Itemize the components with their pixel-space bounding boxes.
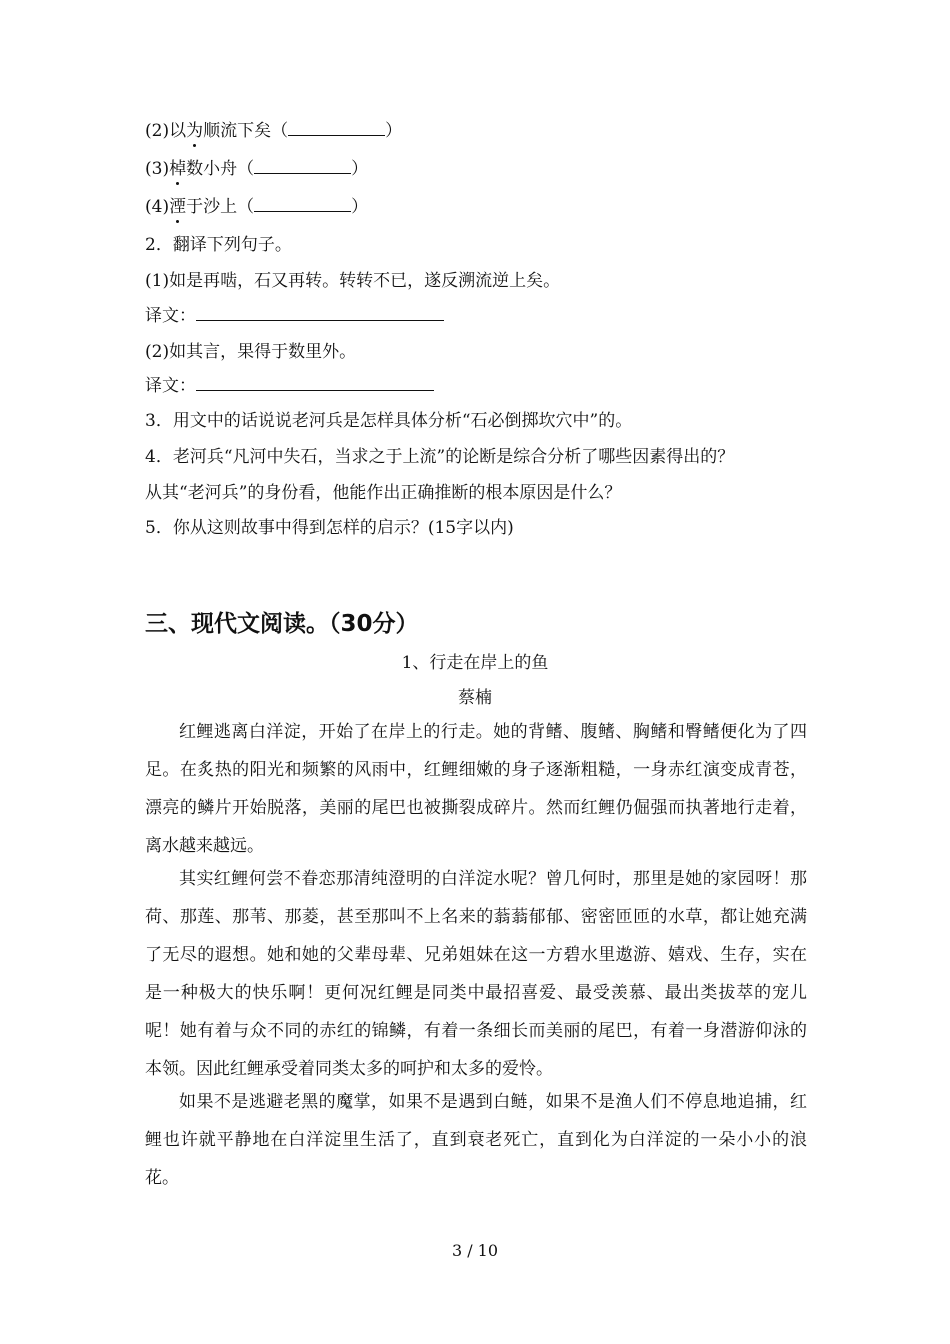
question-2-1: (1)如是再啮，石又再转。转转不已，遂反溯流逆上矣。 bbox=[145, 271, 561, 291]
article-paragraph-3: 如果不是逃避老黑的魔掌，如果不是遇到白鲢，如果不是渔人们不停息地追捕，红鲤也许就平静地在白洋淀里生活了，直到衰老死亡，直到化为白洋淀的一朵小小的浪花。 bbox=[145, 1092, 807, 1188]
translation-line-1 bbox=[145, 304, 444, 328]
question-1-2 bbox=[145, 119, 402, 143]
question-text: ） bbox=[385, 121, 403, 141]
article-paragraph-2: 其实红鲤何尝不眷恋那清纯澄明的白洋淀水呢？曾几何时，那里是她的家园呀！那荷、那莲、那苇、那菱，甚至那叫不上名来的蓊蓊郁郁、密密匝匝的水草，都让她充满了无尽的遐想。她和她的父辈母辈、兄弟姐妹在这一方碧水里遨游、嬉戏、生存，实在是一种极大的快乐啊！更何况红鲤是同类中最招喜爱、最受羡慕、最出类拔萃的宠儿呢！她有着与众不同的赤红的锦鳞，有着一条细长而美丽的尾巴，有着一身潜游仰泳的本领。因此红鲤承受着同类太多的呵护和太多的爱怜。 bbox=[145, 869, 807, 1079]
question-number: (4) bbox=[145, 197, 170, 217]
question-3: 3．用文中的话说说老河兵是怎样具体分析“石必倒掷坎穴中”的。 bbox=[145, 411, 633, 431]
dotted-character: 棹 bbox=[169, 159, 187, 179]
article-author: 蔡楠 bbox=[458, 688, 492, 708]
article-title: 1、行走在岸上的鱼 bbox=[401, 653, 549, 673]
dotted-character: 为 bbox=[186, 121, 204, 141]
translation-blank bbox=[196, 304, 444, 321]
page-number: 3 / 10 bbox=[451, 1241, 499, 1260]
question-text: 以 bbox=[169, 121, 187, 141]
translation-label: 译文： bbox=[145, 376, 196, 396]
question-2: 2．翻译下列句子。 bbox=[145, 235, 292, 255]
question-text: 顺流下矣（ bbox=[203, 121, 289, 141]
article-paragraph-1: 红鲤逃离白洋淀，开始了在岸上的行走。她的背鳍、腹鳍、胸鳍和臀鳍便化为了四足。在炙热的阳光和频繁的风雨中，红鲤细嫩的身子逐渐粗糙，一身赤红演变成青苍，漂亮的鳞片开始脱落，美丽的尾巴也被撕裂成碎片。然而红鲤仍倔强而执著地行走着，离水越来越远。 bbox=[145, 722, 807, 856]
question-number: (2) bbox=[145, 121, 170, 141]
answer-blank bbox=[254, 195, 351, 212]
translation-label: 译文： bbox=[145, 306, 196, 326]
question-5: 5．你从这则故事中得到怎样的启示？(15字以内) bbox=[145, 518, 514, 538]
question-text: ） bbox=[351, 159, 369, 179]
question-2-2: (2)如其言，果得于数里外。 bbox=[145, 342, 357, 362]
question-4-line-2: 从其“老河兵”的身份看，他能作出正确推断的根本原因是什么？ bbox=[145, 483, 622, 503]
question-text: 数小舟（ bbox=[186, 159, 255, 179]
answer-blank bbox=[254, 157, 351, 174]
question-text: 于沙上（ bbox=[186, 197, 255, 217]
question-1-3 bbox=[145, 157, 368, 181]
translation-blank bbox=[196, 374, 434, 391]
dotted-character: 湮 bbox=[169, 197, 187, 217]
section-title: 三、现代文阅读。（30分） bbox=[145, 611, 419, 637]
question-number: (3) bbox=[145, 159, 170, 179]
translation-line-2 bbox=[145, 374, 434, 398]
answer-blank bbox=[288, 119, 385, 136]
question-text: ） bbox=[351, 197, 369, 217]
question-1-4 bbox=[145, 195, 368, 219]
question-4-line-1: 4．老河兵“凡河中失石，当求之于上流”的论断是综合分析了哪些因素得出的？ bbox=[145, 447, 735, 467]
